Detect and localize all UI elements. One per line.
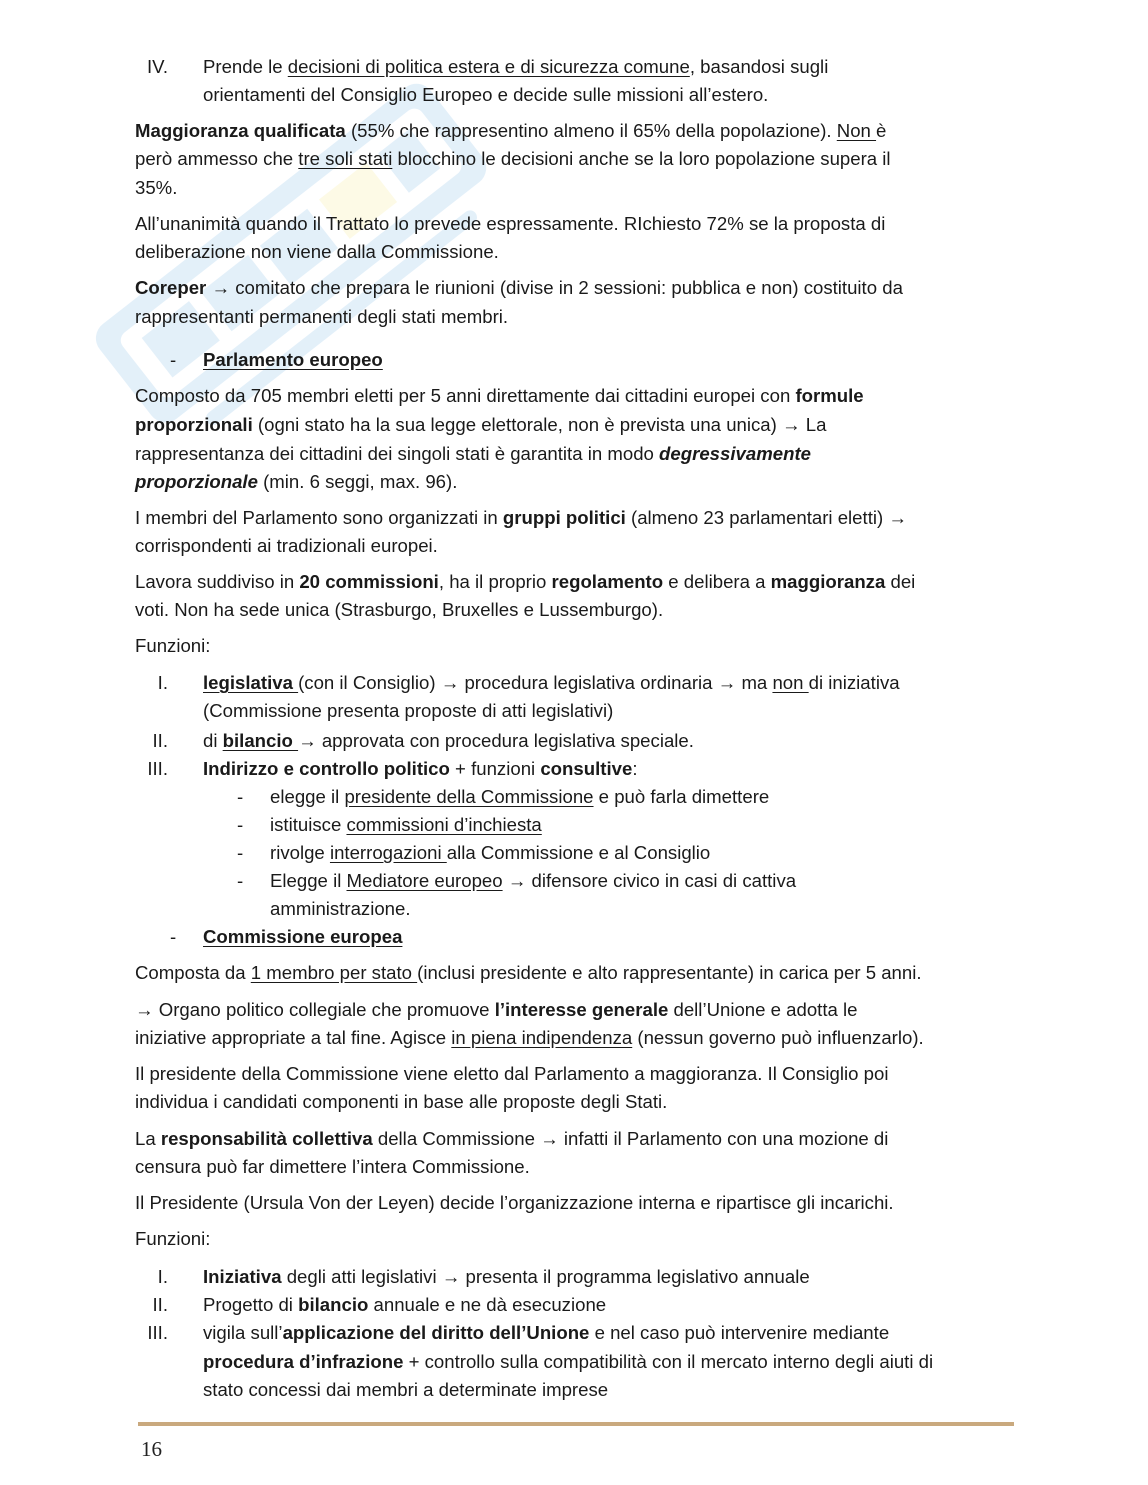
text-line: voti. Non ha sede unica (Strasburgo, Bruxelles e Lussemburgo). bbox=[135, 599, 664, 620]
roman-numeral: III. bbox=[147, 1322, 168, 1343]
text-line: censura può far dimettere l’intera Commissione. bbox=[135, 1156, 530, 1177]
bullet-dash: - bbox=[237, 814, 244, 835]
roman-numeral: I. bbox=[157, 1266, 168, 1287]
text-line: 35%. bbox=[135, 177, 178, 198]
section-heading-parlamento: Parlamento europeo bbox=[203, 349, 383, 370]
text-line: I membri del Parlamento sono organizzati in gruppi politici (almeno 23 parlamentari eletti) → bbox=[135, 507, 907, 528]
bullet-dash: - bbox=[170, 926, 177, 947]
text-line: rappresentanza dei cittadini dei singoli stati è garantita in modo degressivamente bbox=[135, 443, 811, 464]
roman-numeral: I. bbox=[157, 672, 168, 693]
text-line: Maggioranza qualificata (55% che rappresentino almeno il 65% della popolazione). Non è bbox=[135, 120, 887, 141]
text-line: corrispondenti ai tradizionali europei. bbox=[135, 535, 438, 556]
text-line: Iniziativa degli atti legislativi → presenta il programma legislativo annuale bbox=[203, 1266, 810, 1287]
text-line: deliberazione non viene dalla Commissione. bbox=[135, 241, 499, 262]
text-line: Indirizzo e controllo politico + funzioni consultive: bbox=[203, 758, 638, 779]
text-line: Prende le decisioni di politica estera e di sicurezza comune, basandosi sugli bbox=[203, 56, 829, 77]
text-line: proporzionali (ogni stato ha la sua legge elettorale, non è prevista una unica) → La bbox=[135, 414, 827, 435]
text-line: proporzionale (min. 6 seggi, max. 96). bbox=[135, 471, 458, 492]
roman-numeral: II. bbox=[152, 730, 168, 751]
text-line: Elegge il Mediatore europeo → difensore civico in casi di cattiva bbox=[270, 870, 797, 891]
text-line: Composto da 705 membri eletti per 5 anni direttamente dai cittadini europei con formule bbox=[135, 385, 864, 406]
text-line: Lavora suddiviso in 20 commissioni, ha il proprio regolamento e delibera a maggioranza dei bbox=[135, 571, 916, 592]
text-line: Il presidente della Commissione viene eletto dal Parlamento a maggioranza. Il Consiglio poi bbox=[135, 1063, 889, 1084]
text-line: rivolge interrogazioni alla Commissione e al Consiglio bbox=[270, 842, 711, 863]
section-heading-commissione: Commissione europea bbox=[203, 926, 403, 947]
text-line: individua i candidati componenti in base alle proposte degli Stati. bbox=[135, 1091, 668, 1112]
text-line: La responsabilità collettiva della Commissione → infatti il Parlamento con una mozione di bbox=[135, 1128, 889, 1149]
text-line: Funzioni: bbox=[135, 635, 211, 656]
text-line: Funzioni: bbox=[135, 1228, 211, 1249]
text-line: orientamenti del Consiglio Europeo e decide sulle missioni all’estero. bbox=[203, 84, 769, 105]
text-line: → Organo politico collegiale che promuove l’interesse generale dell’Unione e adotta le bbox=[135, 999, 858, 1020]
page-number: 16 bbox=[141, 1437, 162, 1461]
text-line: Coreper → comitato che prepara le riunioni (divise in 2 sessioni: pubblica e non) costituito da bbox=[135, 277, 903, 298]
text-line: però ammesso che tre soli stati blocchino le decisioni anche se la loro popolazione supera il bbox=[135, 148, 891, 169]
text-line: Progetto di bilancio annuale e ne dà esecuzione bbox=[203, 1294, 607, 1315]
roman-numeral: II. bbox=[152, 1294, 168, 1315]
bullet-dash: - bbox=[237, 786, 244, 807]
text-line: All’unanimità quando il Trattato lo prevede espressamente. RIchiesto 72% se la proposta di bbox=[135, 213, 886, 234]
text-line: Composta da 1 membro per stato (inclusi presidente e alto rappresentante) in carica per 5 anni. bbox=[135, 962, 922, 983]
bullet-dash: - bbox=[237, 842, 244, 863]
text-line: amministrazione. bbox=[270, 898, 411, 919]
text-line: di bilancio → approvata con procedura legislativa speciale. bbox=[203, 730, 694, 751]
text-line: vigila sull’applicazione del diritto dell’Unione e nel caso può intervenire mediante bbox=[203, 1322, 890, 1343]
text-line: legislativa (con il Consiglio) → procedura legislativa ordinaria → ma non di iniziativa bbox=[203, 672, 900, 693]
text-line: Il Presidente (Ursula Von der Leyen) decide l’organizzazione interna e ripartisce gli incarichi. bbox=[135, 1192, 894, 1213]
text-line: procedura d’infrazione + controllo sulla compatibilità con il mercato interno degli aiuti di bbox=[203, 1351, 934, 1372]
text-line: istituisce commissioni d’inchiesta bbox=[270, 814, 542, 835]
text-line: elegge il presidente della Commissione e può farla dimettere bbox=[270, 786, 770, 807]
bullet-dash: - bbox=[237, 870, 244, 891]
roman-numeral: IV. bbox=[146, 56, 168, 77]
bullet-dash: - bbox=[170, 349, 177, 370]
roman-numeral: III. bbox=[147, 758, 168, 779]
footer-rule bbox=[138, 1422, 1014, 1426]
text-line: stato concessi dai membri a determinate imprese bbox=[203, 1379, 609, 1400]
text-line: (Commissione presenta proposte di atti legislativi) bbox=[203, 700, 614, 721]
text-line: iniziative appropriate a tal fine. Agisce in piena indipendenza (nessun governo può influenzarlo). bbox=[135, 1027, 924, 1048]
text-line: rappresentanti permanenti degli stati membri. bbox=[135, 306, 509, 327]
